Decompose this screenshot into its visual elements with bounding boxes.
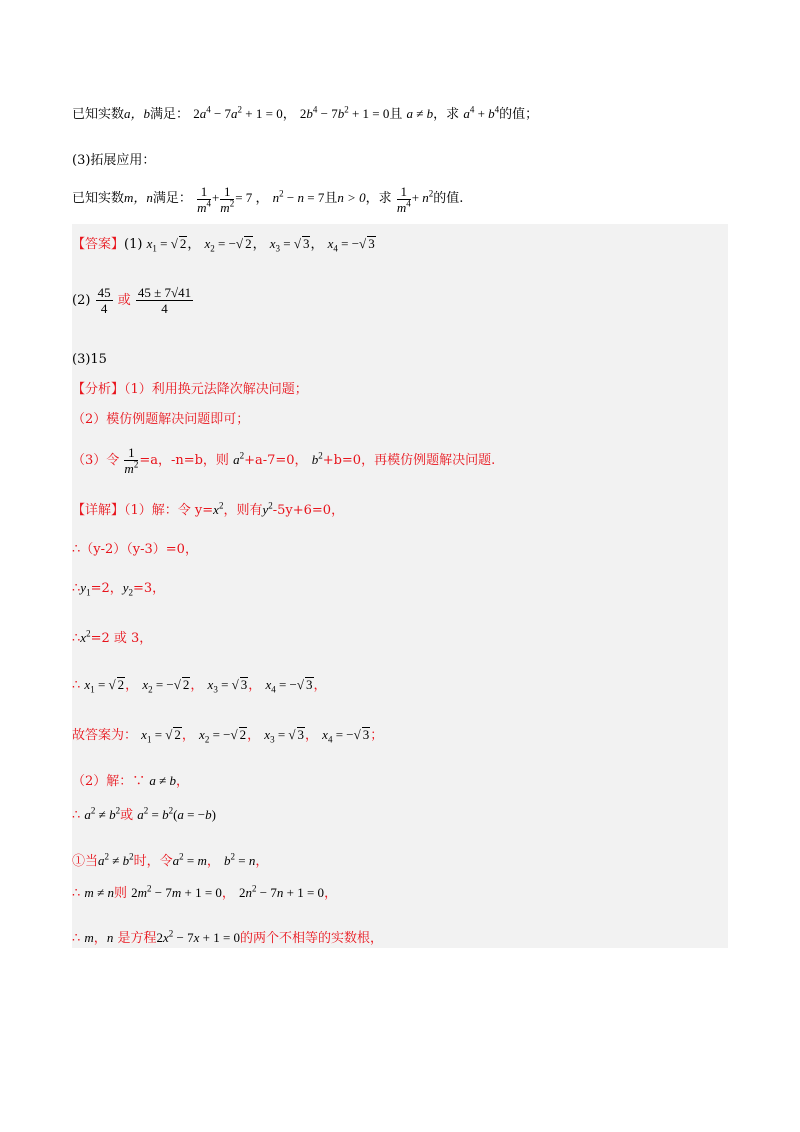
answer-part3: (3)15 xyxy=(72,352,107,367)
detail-line-3: $\therefore y_1=2$，$y_2=3$， xyxy=(72,580,166,598)
detail-line-2: ∴（y-2）（y-3）=0， xyxy=(72,542,198,557)
equation-b: $2b^4 - 7b^2 + 1 = 0$ xyxy=(299,104,390,121)
equation-a: $2a^4 - 7a^2 + 1 = 0$ xyxy=(193,104,283,121)
analysis-line-1: 【分析】（1）利用换元法降次解决问题； xyxy=(72,382,308,397)
equation-m: $\frac{1}{m^4}$ + $\frac{1}{m^2}$ = 7 xyxy=(197,183,256,215)
question-3-condition: 已知实数m，n满足： $\frac{1}{m^4}$ + $\frac{1}{m^2}$ = 7 ， $n^2 - n = 7$且n > 0，求 $\frac{1}{m^4}$ + $n^2$的值. xyxy=(72,183,464,215)
analysis-line-2: （2）模仿例题解决问题即可； xyxy=(72,412,250,427)
answer-part2: (2) $\frac{45}{4}$ 或 $\frac{45 \pm 7√41}{4}$ xyxy=(72,285,192,316)
question-2-condition: 已知实数a，b满足： $2a^4 - 7a^2 + 1 = 0$， $2b^4 - 7b^2 + 1 = 0$且 a ≠ b，求 $a^4 + b^4$的值； xyxy=(72,104,539,122)
detail-line-1: 【详解】（1）解：令 $y=x^2$，则有$y^2-5y+6=0$， xyxy=(72,500,345,518)
detail-line-4: $\therefore x^2=2$ 或 3， xyxy=(72,628,153,646)
detail-line-8: ∴ $a^2 \ne b^2$或 $a^2 = b^2(a = -b)$ xyxy=(72,805,216,823)
detail-line-11: ∴ m，n 是方程$2x^2 - 7x + 1 = 0$的两个不相等的实数根， xyxy=(72,928,384,946)
answer-line: 【答案】(1) $x_1$ = √ 2， $x_2$ = −√ 2， $x_3$ = √ 3， $x_4$ = −√ 3 xyxy=(72,236,375,254)
analysis-line-3: （3）令 $\frac{1}{m^2}$ =a，-n=b，则 $a^2+a-7=0$， $b^2+b=0$，再模仿例题解决问题. xyxy=(72,445,496,476)
detail-line-9: ①当$a^2 \ne b^2$时，令$a^2 = m$， $b^2 = n$， xyxy=(72,851,269,869)
detail-line-7: （2）解：∵ a ≠ b， xyxy=(72,773,190,789)
answer-panel xyxy=(72,224,728,948)
question-3-heading: (3)拓展应用： xyxy=(72,153,156,168)
detail-line-10: ∴ m ≠ n则 $2m^2 - 7m + 1 = 0$， $2n^2 - 7n + 1 = 0$， xyxy=(72,883,338,901)
detail-line-6: 故答案为： $x_1$ = √ 2， $x_2$ = −√ 2， $x_3$ = √ 3， $x_4$ = −√ 3； xyxy=(72,727,384,745)
answer-label: 【答案】 xyxy=(72,237,125,252)
detail-line-5: ∴ $x_1$ = √ 2， $x_2$ = −√ 2， $x_3$ = √ 3， $x_4$ = −√ 3， xyxy=(72,677,327,695)
